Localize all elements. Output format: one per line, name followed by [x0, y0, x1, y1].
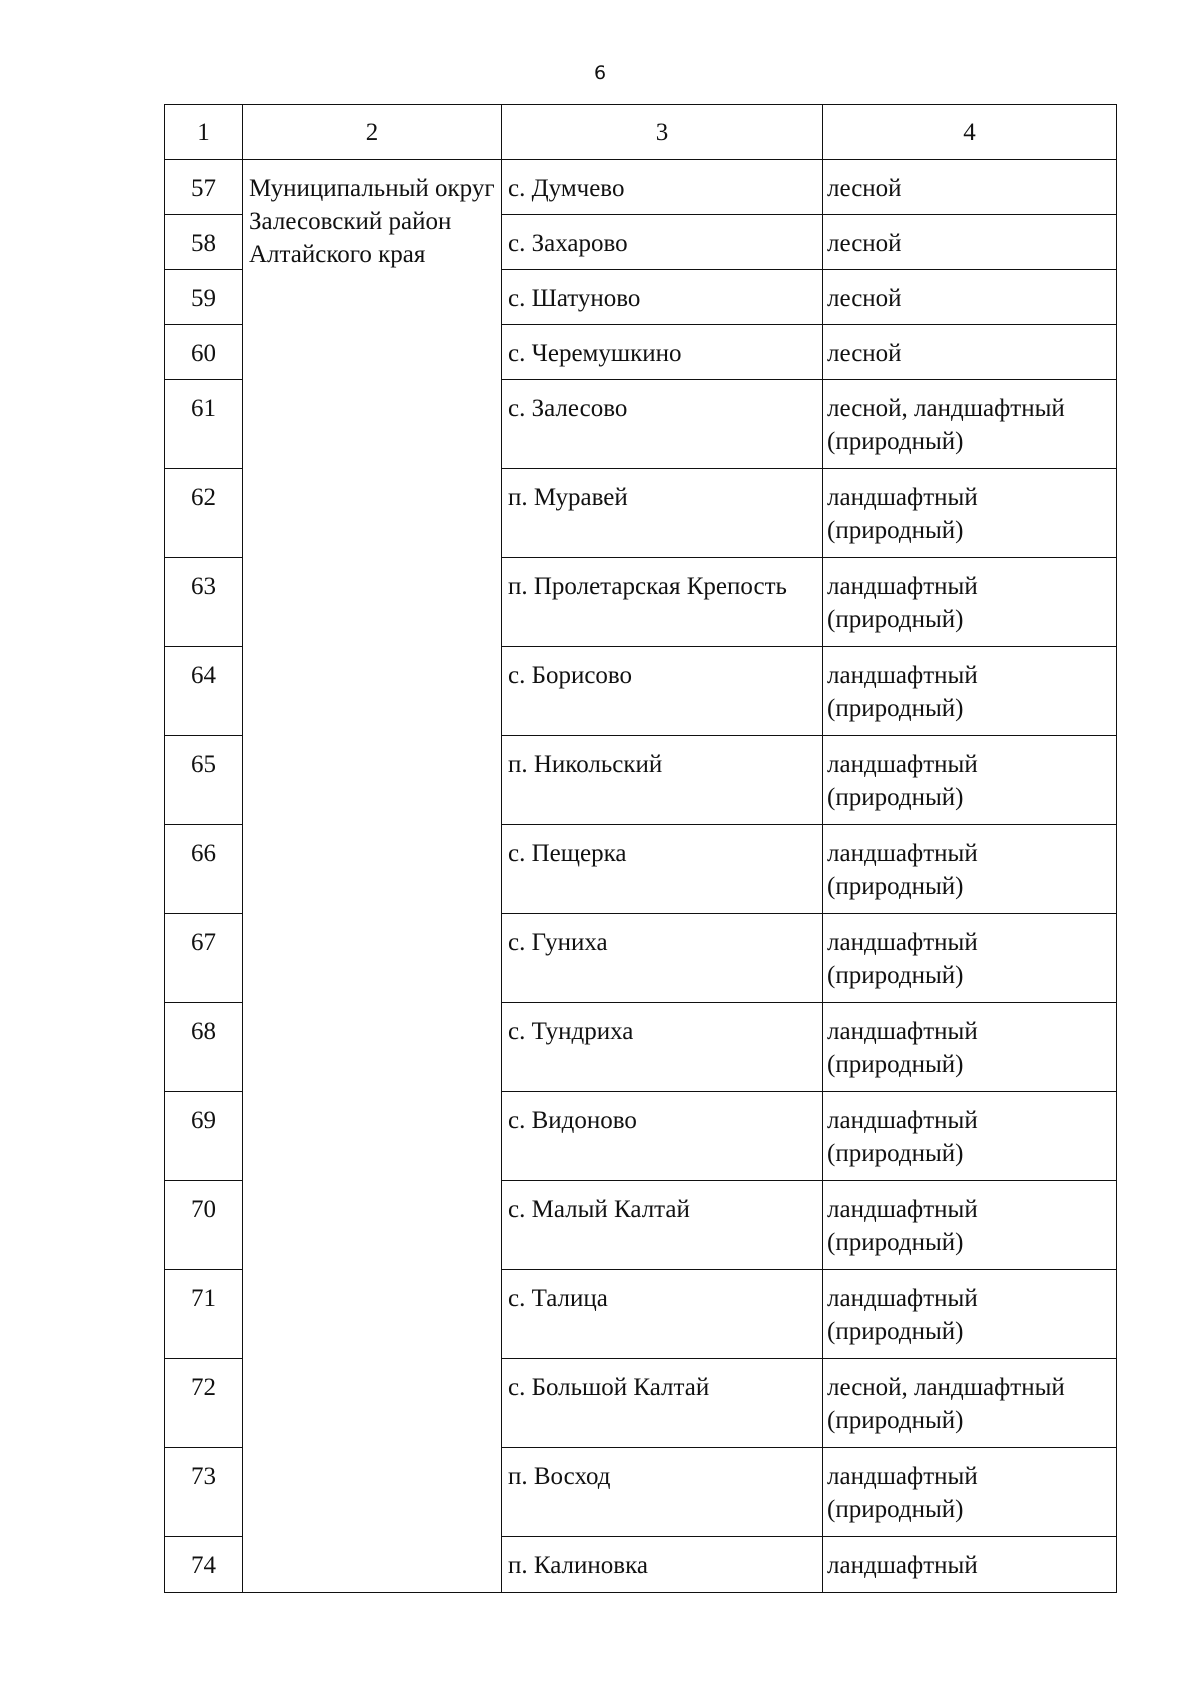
zone-type: ландшафтный (природный) [823, 647, 1117, 736]
zone-type: ландшафтный (природный) [823, 1181, 1117, 1270]
row-number: 73 [165, 1448, 243, 1537]
row-number: 71 [165, 1270, 243, 1359]
settlement-name: п. Восход [502, 1448, 823, 1537]
column-header-1: 1 [165, 105, 243, 160]
zone-type: ландшафтный (природный) [823, 1270, 1117, 1359]
zone-type: лесной [823, 160, 1117, 215]
zone-type: лесной, ландшафтный (природный) [823, 1359, 1117, 1448]
settlement-name: с. Думчево [502, 160, 823, 215]
settlement-name: с. Залесово [502, 380, 823, 469]
zone-type: ландшафтный (природный) [823, 1003, 1117, 1092]
row-number: 67 [165, 914, 243, 1003]
row-number: 65 [165, 736, 243, 825]
table-header-row [165, 105, 1117, 160]
zone-type: лесной [823, 270, 1117, 325]
zone-type: лесной [823, 325, 1117, 380]
settlement-name: с. Черемушкино [502, 325, 823, 380]
settlement-name: с. Пещерка [502, 825, 823, 914]
settlement-name: с. Захарово [502, 215, 823, 270]
settlement-name: с. Борисово [502, 647, 823, 736]
settlement-name: п. Калиновка [502, 1537, 823, 1593]
settlement-name: п. Муравей [502, 469, 823, 558]
district-name: Муниципальный округ Залесовский район Алтайского края [243, 160, 502, 1593]
settlement-name: с. Гуниха [502, 914, 823, 1003]
settlement-name: с. Малый Калтай [502, 1181, 823, 1270]
zone-type: ландшафтный (природный) [823, 914, 1117, 1003]
row-number: 70 [165, 1181, 243, 1270]
row-number: 66 [165, 825, 243, 914]
row-number: 57 [165, 160, 243, 215]
row-number: 58 [165, 215, 243, 270]
row-number: 69 [165, 1092, 243, 1181]
settlement-name: с. Большой Калтай [502, 1359, 823, 1448]
row-number: 62 [165, 469, 243, 558]
zone-type: лесной [823, 215, 1117, 270]
settlement-name: п. Никольский [502, 736, 823, 825]
row-number: 61 [165, 380, 243, 469]
zone-type: лесной, ландшафтный (природный) [823, 380, 1117, 469]
settlement-name: с. Видоново [502, 1092, 823, 1181]
row-number: 59 [165, 270, 243, 325]
zone-type: ландшафтный (природный) [823, 469, 1117, 558]
table-body [165, 160, 1117, 1593]
column-header-4: 4 [823, 105, 1117, 160]
table-row [165, 160, 1117, 215]
row-number: 60 [165, 325, 243, 380]
row-number: 63 [165, 558, 243, 647]
zone-type: ландшафтный (природный) [823, 825, 1117, 914]
row-number: 72 [165, 1359, 243, 1448]
settlement-name: с. Тундриха [502, 1003, 823, 1092]
column-header-3: 3 [502, 105, 823, 160]
settlements-table [164, 104, 1117, 1593]
row-number: 68 [165, 1003, 243, 1092]
row-number: 64 [165, 647, 243, 736]
zone-type: ландшафтный (природный) [823, 736, 1117, 825]
zone-type: ландшафтный (природный) [823, 558, 1117, 647]
zone-type: ландшафтный (природный) [823, 1092, 1117, 1181]
settlement-name: с. Шатуново [502, 270, 823, 325]
settlement-name: с. Талица [502, 1270, 823, 1359]
zone-type: ландшафтный [823, 1537, 1117, 1593]
settlement-name: п. Пролетарская Крепость [502, 558, 823, 647]
zone-type: ландшафтный (природный) [823, 1448, 1117, 1537]
row-number: 74 [165, 1537, 243, 1593]
column-header-2: 2 [243, 105, 502, 160]
page-number: 6 [593, 62, 607, 84]
